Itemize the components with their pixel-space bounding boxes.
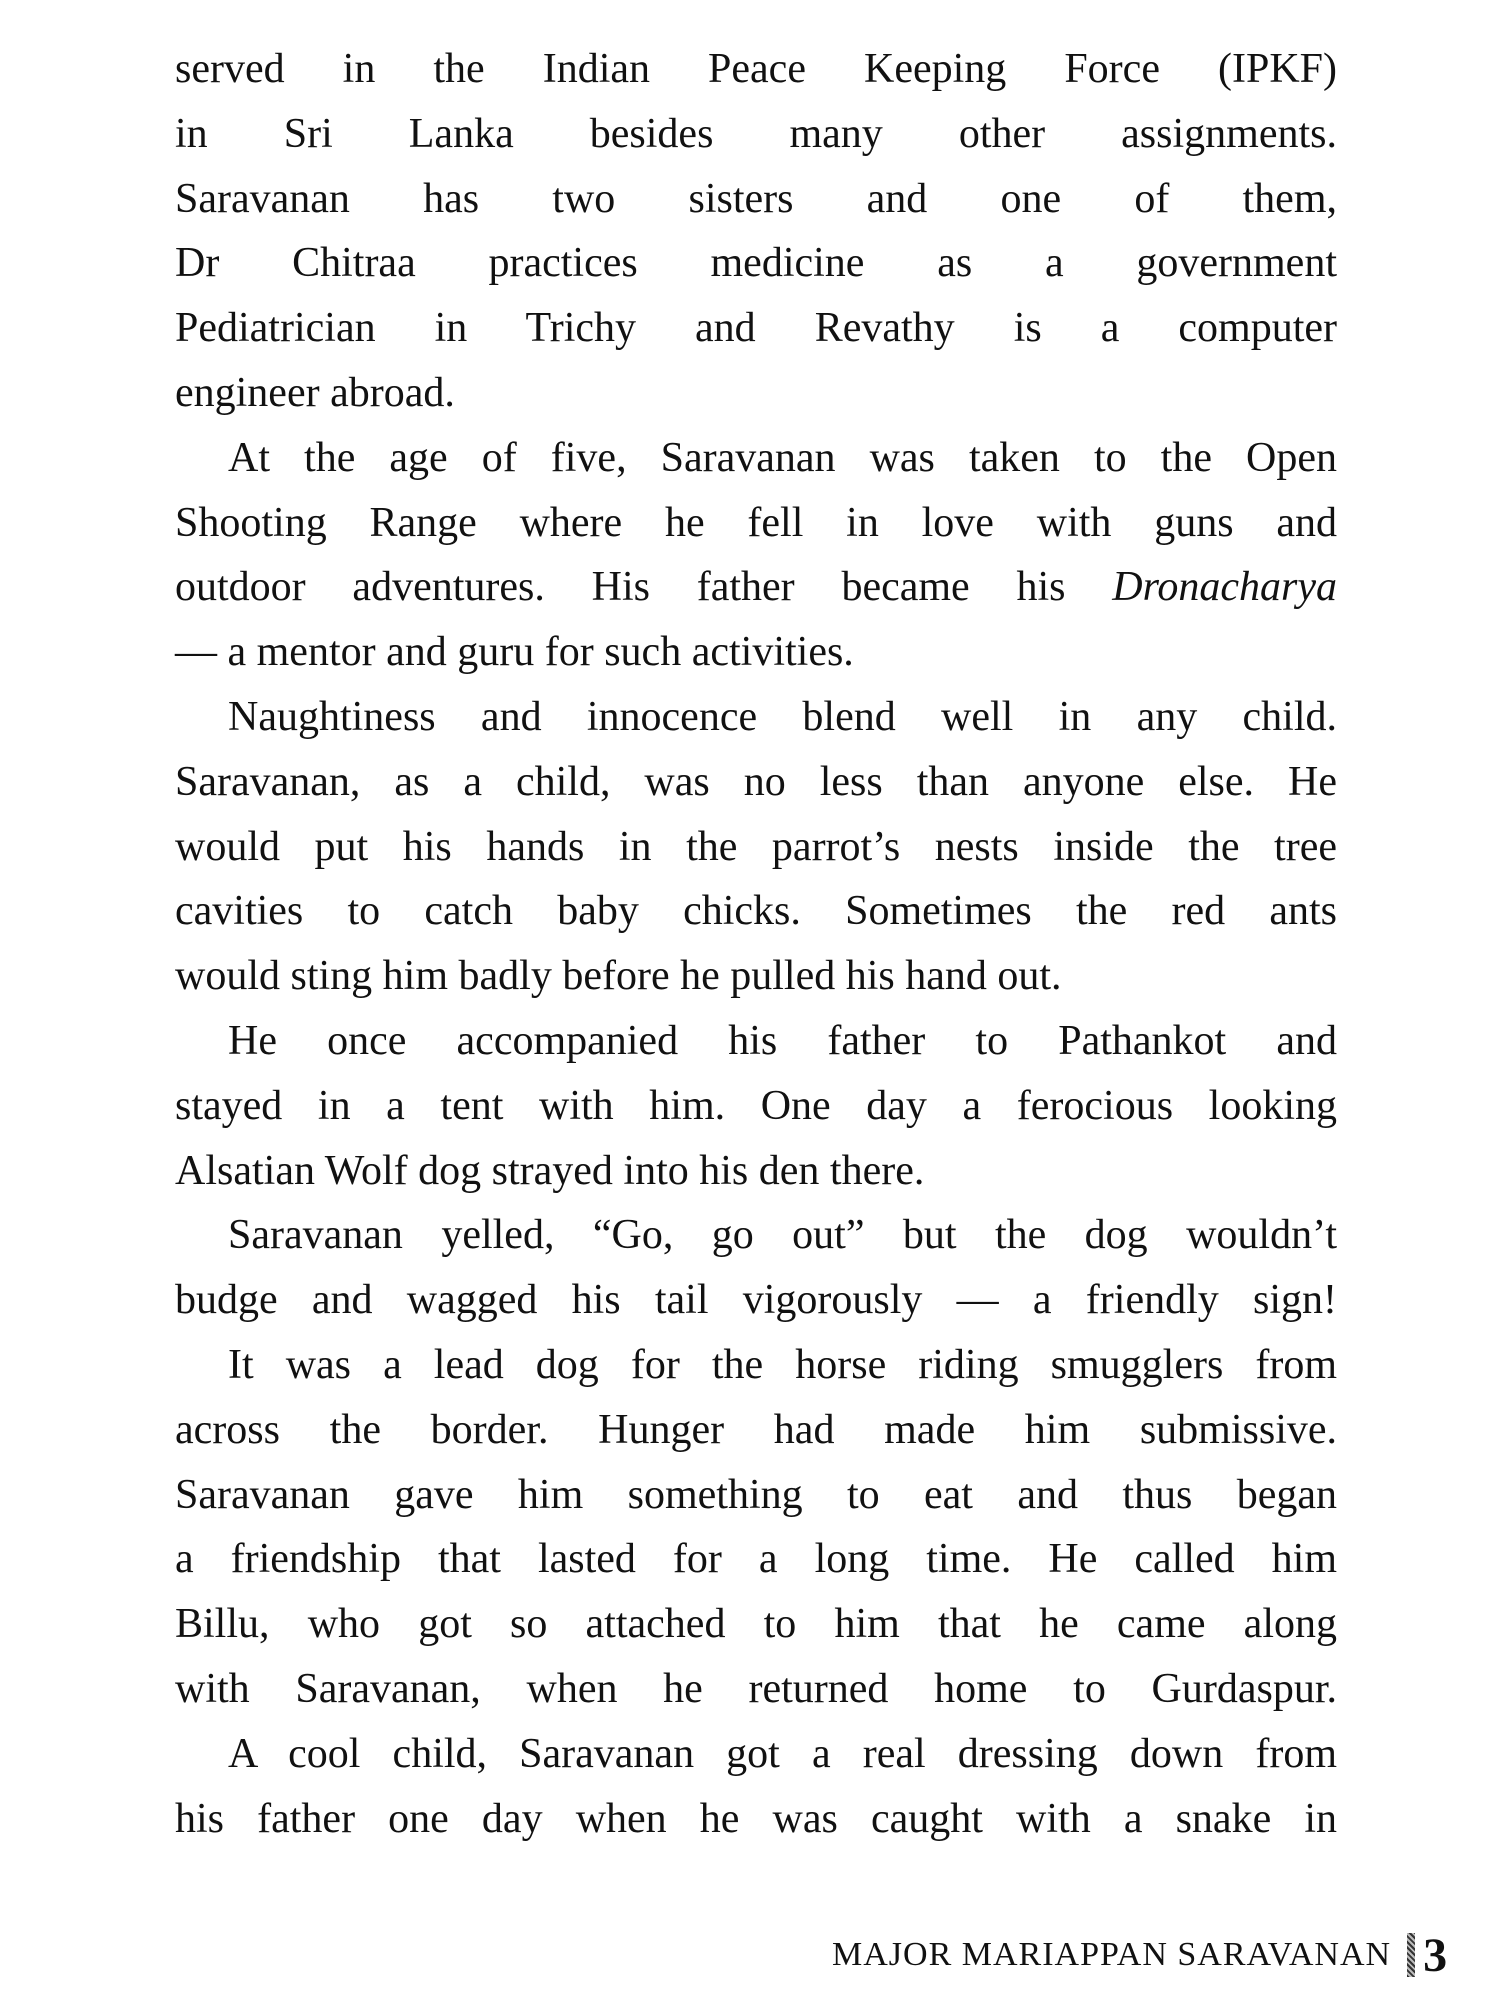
line-text: Dr Chitraa practices medicine as a government (175, 240, 1337, 287)
line-text: a friendship that lasted for a long time. He called him (175, 1536, 1337, 1583)
line-text: Saravanan, as a child, was no less than anyone else. He (175, 758, 1337, 805)
line-text: A cool child, Saravanan got a real dressing down from (228, 1730, 1337, 1777)
line-text: would put his hands in the parrot’s nests inside the tree (175, 823, 1337, 870)
line-text: with Saravanan, when he returned home to Gurdaspur. (175, 1665, 1337, 1712)
line-text: stayed in a tent with him. One day a ferocious looking (175, 1082, 1337, 1129)
text-line (175, 1592, 1337, 1657)
text-line (175, 1787, 1337, 1852)
footer-divider (1407, 1933, 1415, 1977)
text-line (175, 1398, 1337, 1463)
line-text: cavities to catch baby chicks. Sometimes the red ants (175, 888, 1337, 935)
text-line (175, 37, 1337, 102)
text-line (175, 231, 1337, 296)
text-line (175, 1722, 1337, 1787)
line-text: outdoor adventures. His father became his (175, 564, 1113, 611)
text-line (175, 1009, 1337, 1074)
text-line (175, 1463, 1337, 1528)
text-line (175, 750, 1337, 815)
text-line (175, 1139, 1337, 1204)
text-line (175, 815, 1337, 880)
text-line (175, 879, 1337, 944)
italic-term: Dronacharya (1112, 564, 1337, 611)
text-line (175, 167, 1337, 232)
line-text: Alsatian Wolf dog strayed into his den there. (175, 1147, 925, 1194)
text-line (175, 426, 1337, 491)
page-footer (832, 1930, 1447, 1980)
text-line (175, 296, 1337, 361)
line-text: budge and wagged his tail vigorously — a friendly sign! (175, 1277, 1337, 1324)
text-line (175, 1203, 1337, 1268)
text-line (175, 1657, 1337, 1722)
line-text: would sting him badly before he pulled his hand out. (175, 953, 1062, 1000)
line-text: He once accompanied his father to Pathankot and (228, 1017, 1337, 1064)
text-line (175, 102, 1337, 167)
text-line (175, 1333, 1337, 1398)
line-text: It was a lead dog for the horse riding smugglers from (228, 1341, 1337, 1388)
text-line (175, 1527, 1337, 1592)
page-number: 3 (1423, 1928, 1448, 1982)
line-text: engineer abroad. (175, 369, 455, 416)
line-text: Saravanan has two sisters and one of them, (175, 175, 1337, 222)
line-text: Billu, who got so attached to him that he came along (175, 1601, 1337, 1648)
text-line (175, 1074, 1337, 1139)
text-line (175, 361, 1337, 426)
text-line (175, 685, 1337, 750)
line-text: served in the Indian Peace Keeping Force (IPKF) (175, 46, 1337, 92)
line-text: across the border. Hunger had made him submissive. (175, 1406, 1337, 1453)
line-text: in Sri Lanka besides many other assignments. (175, 110, 1337, 157)
body-text (175, 37, 1337, 1851)
line-text: Saravanan yelled, “Go, go out” but the dog wouldn’t (228, 1212, 1337, 1259)
line-text: — a mentor and guru for such activities. (175, 629, 854, 676)
line-text: Saravanan gave him something to eat and thus began (175, 1471, 1337, 1518)
text-line (175, 491, 1337, 556)
line-text: Pediatrician in Trichy and Revathy is a computer (175, 305, 1337, 352)
text-line (175, 1268, 1337, 1333)
text-line (175, 555, 1337, 620)
line-text: Shooting Range where he fell in love with guns and (175, 499, 1337, 546)
text-line (175, 944, 1337, 1009)
running-title: MAJOR MARIAPPAN SARAVANAN (832, 1936, 1392, 1973)
text-line (175, 620, 1337, 685)
line-text: his father one day when he was caught with a snake in (175, 1795, 1337, 1842)
line-text: Naughtiness and innocence blend well in any child. (228, 693, 1337, 740)
line-text: At the age of five, Saravanan was taken to the Open (228, 434, 1337, 481)
